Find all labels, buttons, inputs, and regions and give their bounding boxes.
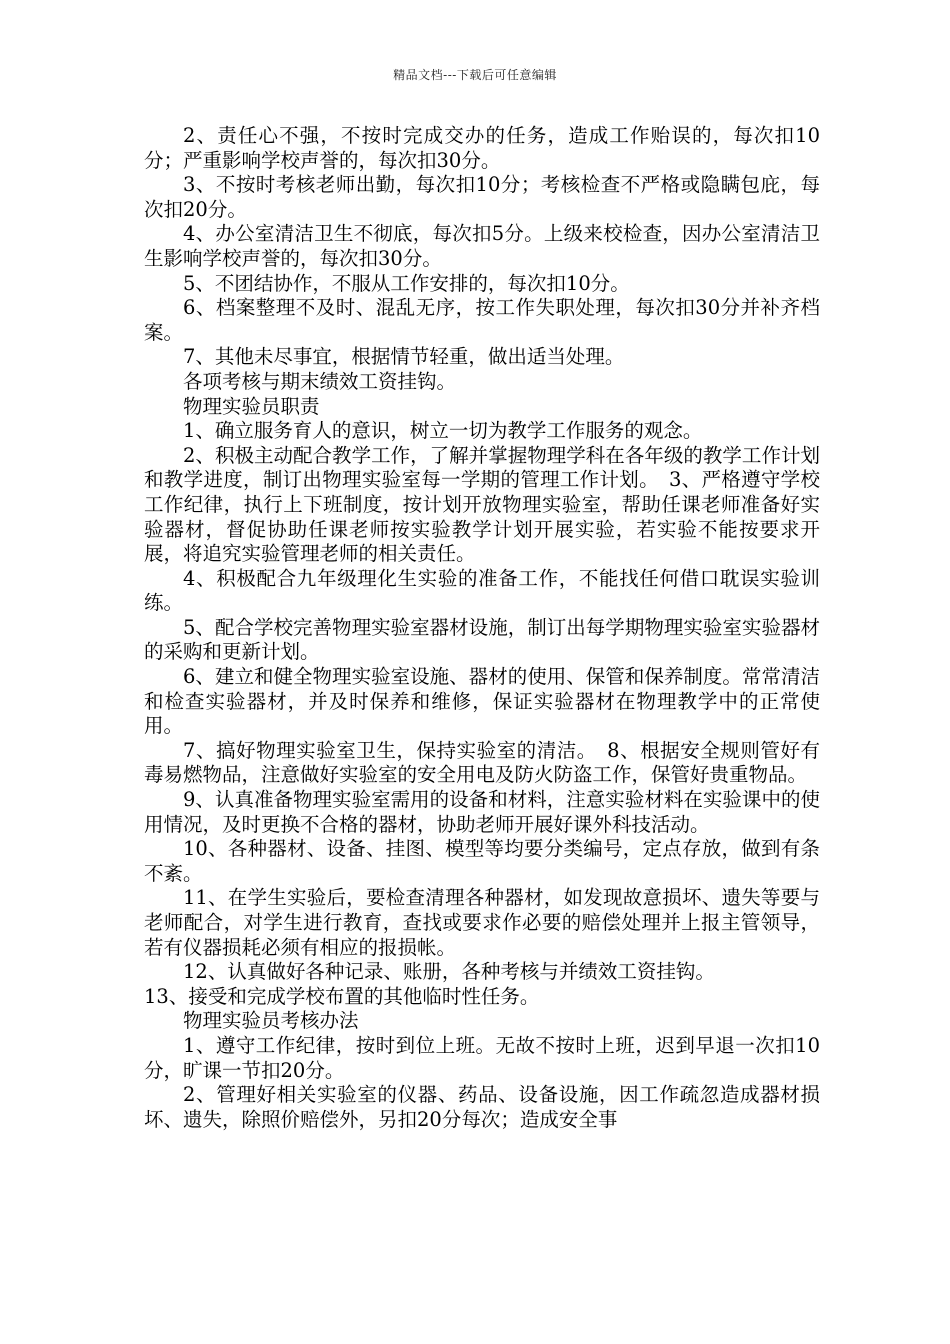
paragraph: 5、不团结协作，不服从工作安排的，每次扣10分。 [183, 271, 630, 295]
paragraph: 11、在学生实验后，要检查清理各种器材，如发现故意损坏、遗失等要与老师配合，对学生进行教育，查找或要求作必要的赔偿处理并上报主管领导，若有仪器损耗必须有相应的报损帐。 [144, 886, 820, 959]
paragraph: 7、其他未尽事宜，根据情节轻重，做出适当处理。 [183, 345, 625, 369]
paragraph: 1、遵守工作纪律，按时到位上班。无故不按时上班，迟到早退一次扣10分，旷课一节扣20分。 [144, 1033, 820, 1082]
paragraph: 各项考核与期末绩效工资挂钩。 [183, 369, 457, 393]
paragraph: 6、档案整理不及时、混乱无序，按工作失职处理，每次扣30分并补齐档案。 [144, 296, 820, 344]
paragraph: 7、搞好物理实验室卫生，保持实验室的清洁。 8、根据安全规则管好有毒易燃物品，注意做好实验室的安全用电及防火防盗工作，保管好贵重物品。 [144, 738, 820, 787]
paragraph: 4、积极配合九年级理化生实验的准备工作，不能找任何借口耽误实验训练。 [144, 566, 820, 615]
paragraph: 9、认真准备物理实验室需用的设备和材料，注意实验材料在实验课中的使用情况，及时更换不合格的器材，协助老师开展好课外科技活动。 [144, 788, 820, 836]
paragraph: 2、积极主动配合教学工作，了解并掌握物理学科在各年级的教学工作计划和教学进度，制订出物理实验室每一学期的管理工作计划。 3、严格遵守学校工作纪律，执行上下班制度，按计划开放物理实验室，帮助任课老师准备好实验器材，督促协助任课老师按实验教学计划开展实验，若实验不能按要求开展，将追究实验管理老师的相关责任。 [144, 443, 820, 566]
paragraph: 2、责任心不强，不按时完成交办的任务，造成工作贻误的，每次扣10分；严重影响学校声誉的，每次扣30分。 [144, 124, 820, 172]
section-heading: 物理实验员职责 [183, 394, 320, 418]
document-body [144, 124, 820, 1132]
paragraph: 2、管理好相关实验室的仪器、药品、设备设施，因工作疏忽造成器材损坏、遗失，除照价赔偿外，另扣20分每次；造成安全事 [144, 1083, 820, 1131]
paragraph: 3、不按时考核老师出勤，每次扣10分；考核检查不严格或隐瞒包庇，每次扣20分。 [144, 173, 820, 221]
paragraph: 4、办公室清洁卫生不彻底，每次扣5分。上级来校检查，因办公室清洁卫生影响学校声誉的，每次扣30分。 [144, 222, 820, 270]
paragraph: 5、配合学校完善物理实验室器材设施，制订出每学期物理实验室实验器材的采购和更新计划。 [144, 615, 820, 664]
paragraph: 1、确立服务育人的意识，树立一切为教学工作服务的观念。 [183, 419, 703, 443]
page-header: 精品文档---下载后可任意编辑 [393, 68, 557, 82]
paragraph: 10、各种器材、设备、挂图、模型等均要分类编号，定点存放，做到有条不紊。 [144, 837, 820, 885]
paragraph: 6、建立和健全物理实验室设施、器材的使用、保管和保养制度。常常清洁和检查实验器材，并及时保养和维修，保证实验器材在物理教学中的正常使用。 [144, 665, 820, 738]
paragraph: 12、认真做好各种记录、账册，各种考核与并绩效工资挂钩。 [183, 960, 715, 984]
section-heading: 物理实验员考核办法 [183, 1009, 359, 1033]
paragraph: 13、接受和完成学校布置的其他临时性任务。 [144, 984, 540, 1008]
